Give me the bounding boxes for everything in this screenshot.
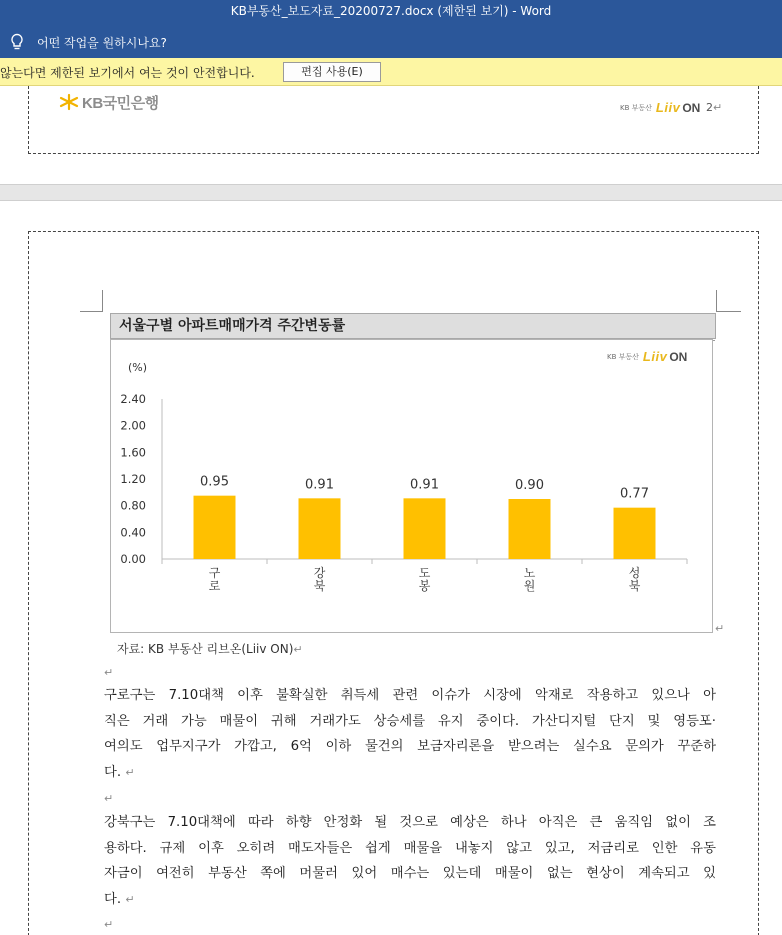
protected-view-bar — [0, 58, 782, 86]
liiv-on-logo — [620, 100, 700, 115]
x-tick-label: 성 북 — [628, 566, 641, 593]
data-label: 0.77 — [620, 486, 649, 502]
chart-liiv-word: Liiv — [642, 349, 668, 364]
page-gap — [0, 184, 782, 201]
para2-line: 자금이 여전히 부동산 쪽에 머물러 있어 매수는 있는데 매물이 없는 현상이 계속되고 있 — [104, 866, 716, 882]
liiv-word: Liiv — [655, 100, 681, 115]
paragraph-guro — [104, 683, 716, 785]
crop-mark — [80, 311, 102, 312]
y-tick-label: 2.40 — [120, 392, 146, 406]
x-tick-label: 노 원 — [523, 566, 536, 593]
para1-line: 구로구는 7.10대책 이후 불확실한 취득세 관련 이슈가 시장에 악재로 작용하고 있으나 아 — [104, 688, 716, 703]
chart-liiv-small-label: KB 부동산 — [607, 353, 639, 361]
para1-line: 여의도 업무지구가 가깝고, 6억 이하 물건의 보금자리론을 받으려는 실수요 문의가 꾸준하 — [104, 739, 716, 755]
chart-frame[interactable] — [110, 339, 713, 633]
chart-source-text: 자료: KB 부동산 리브온(Liiv ON) — [117, 642, 294, 656]
para1-line: 다. ↵ — [104, 764, 135, 780]
liiv-small-label: KB 부동산 — [620, 104, 652, 112]
paragraph-mark: ↵ — [104, 918, 114, 931]
y-tick-label: 0.80 — [120, 498, 146, 513]
bar-chart — [111, 340, 714, 634]
x-tick-label: 도 봉 — [418, 566, 431, 593]
protected-view-message: 않는다면 제한된 보기에서 여는 것이 안전합니다. — [0, 66, 255, 80]
y-tick-label: 2.00 — [120, 418, 146, 433]
enable-editing-button[interactable]: 편집 사용(E) — [283, 62, 381, 82]
crop-mark — [102, 290, 103, 312]
paragraph-mark: ↵ — [104, 666, 114, 679]
y-axis-label: (%) — [128, 361, 148, 374]
data-label: 0.91 — [410, 477, 439, 493]
y-tick-label: 0.00 — [120, 552, 146, 566]
bar-도봉 — [404, 498, 446, 559]
para2-last-text: 다. — [104, 891, 122, 907]
window-title-bar — [0, 0, 782, 26]
tell-me-bar[interactable] — [0, 26, 782, 58]
data-label: 0.91 — [305, 477, 334, 493]
page-number-value: 2 — [706, 101, 713, 114]
x-tick-label: 강 북 — [313, 566, 326, 593]
kb-star-icon — [58, 93, 80, 111]
kb-bank-logo — [58, 93, 159, 111]
chart-title-bar: 서울구별 아파트매매가격 주간변동률 — [110, 313, 716, 339]
window-title: KB부동산_보도자료_20200727.docx (제한된 보기) - Word — [230, 4, 552, 18]
chart-on-word: ON — [669, 350, 688, 364]
y-tick-label: 0.40 — [120, 525, 146, 540]
x-tick-label: 구 로 — [208, 566, 221, 593]
y-tick-label: 1.20 — [120, 472, 146, 486]
paragraph-gangbuk — [104, 810, 716, 912]
para2-line: 다. ↵ — [104, 891, 135, 907]
bar-구로 — [194, 496, 236, 559]
page-number: 2↵ — [706, 101, 723, 114]
paragraph-mark: ↵ — [104, 792, 114, 805]
lightbulb-icon — [9, 33, 25, 51]
data-label: 0.95 — [200, 474, 229, 490]
tell-me-input[interactable]: 어떤 작업을 원하시나요? — [37, 36, 167, 50]
paragraph-mark: ↵ — [715, 622, 725, 635]
bar-성북 — [614, 508, 656, 559]
para1-line: 직은 거래 가능 매물이 귀해 거래가도 상승세를 유지 중이다. 가산디지털 단지 및 영등포· — [104, 713, 716, 729]
bar-노원 — [509, 499, 551, 559]
para2-line: 강북구는 7.10대책에 따라 하향 안정화 될 것으로 예상은 하나 아직은 큰 움직임 없이 조 — [104, 815, 716, 830]
on-word: ON — [682, 101, 701, 115]
bar-강북 — [299, 498, 341, 559]
chart-source: 자료: KB 부동산 리브온(Liiv ON)↵ — [117, 642, 303, 656]
data-label: 0.90 — [515, 478, 544, 493]
crop-mark — [717, 311, 741, 312]
para1-last-text: 다. — [104, 764, 122, 780]
y-tick-label: 1.60 — [120, 445, 146, 460]
crop-mark — [716, 290, 717, 312]
para2-line: 용하다. 규제 이후 오히려 매도자들은 쉽게 매물을 내놓지 않고 있고, 저금리로 인한 유동 — [104, 840, 716, 856]
kb-logo-text: KB국민은행 — [82, 94, 159, 112]
